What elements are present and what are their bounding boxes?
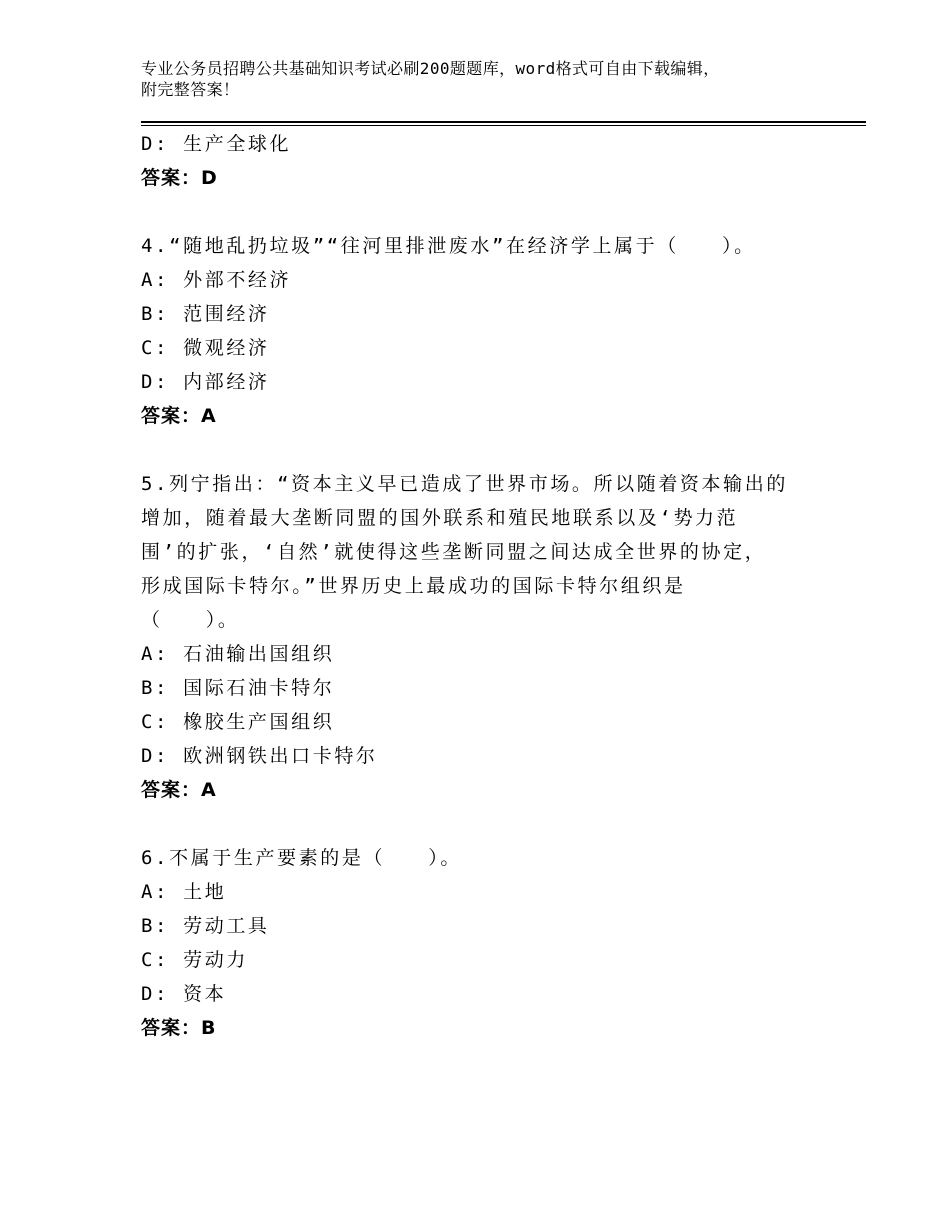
option-a: A: 石油输出国组织 — [141, 643, 335, 665]
question-stem-line-3: 围’的扩张，‘自然’就使得这些垄断同盟之间达成全世界的协定， — [141, 541, 767, 563]
header-rule-thin — [141, 125, 866, 126]
spacer — [141, 195, 831, 229]
answer-line: 答案：A — [141, 405, 217, 427]
option-c: C: 橡胶生产国组织 — [141, 711, 335, 733]
header-line-2: 附完整答案！ — [141, 80, 240, 99]
header-line-1: 专业公务员招聘公共基础知识考试必刷200题题库，word格式可自由下载编辑， — [141, 59, 720, 78]
spacer — [141, 807, 831, 841]
option-b: B: 范围经济 — [141, 303, 270, 325]
question-content — [141, 127, 831, 1045]
option-d: D: 生产全球化 — [141, 133, 292, 155]
prev-question-tail — [141, 127, 831, 195]
option-d: D: 内部经济 — [141, 371, 270, 393]
header-rule-thick — [141, 121, 866, 123]
question-stem-line-1: 5.列宁指出：“资本主义早已造成了世界市场。所以随着资本输出的 — [141, 473, 788, 495]
question-stem-line-2: 增加，随着最大垄断同盟的国外联系和殖民地联系以及‘势力范 — [141, 507, 739, 529]
question-stem: 6.不属于生产要素的是（ ）。 — [141, 847, 462, 869]
answer-line: 答案：D — [141, 167, 218, 189]
answer-line: 答案：B — [141, 1017, 217, 1039]
option-a: A: 外部不经济 — [141, 269, 292, 291]
question-stem-line-5: （ ）。 — [141, 609, 240, 631]
option-d: D: 欧洲钢铁出口卡特尔 — [141, 745, 378, 767]
option-d: D: 资本 — [141, 983, 227, 1005]
question-4 — [141, 229, 831, 433]
option-c: C: 微观经济 — [141, 337, 270, 359]
option-a: A: 土地 — [141, 881, 227, 903]
question-stem: 4.“随地乱扔垃圾”“往河里排泄废水”在经济学上属于（ ）。 — [141, 235, 756, 257]
option-b: B: 国际石油卡特尔 — [141, 677, 335, 699]
question-stem-line-4: 形成国际卡特尔。”世界历史上最成功的国际卡特尔组织是 — [141, 575, 686, 597]
question-5 — [141, 467, 831, 807]
spacer — [141, 433, 831, 467]
option-c: C: 劳动力 — [141, 949, 248, 971]
page-header — [141, 58, 821, 100]
option-b: B: 劳动工具 — [141, 915, 270, 937]
question-6 — [141, 841, 831, 1045]
answer-line: 答案：A — [141, 779, 217, 801]
